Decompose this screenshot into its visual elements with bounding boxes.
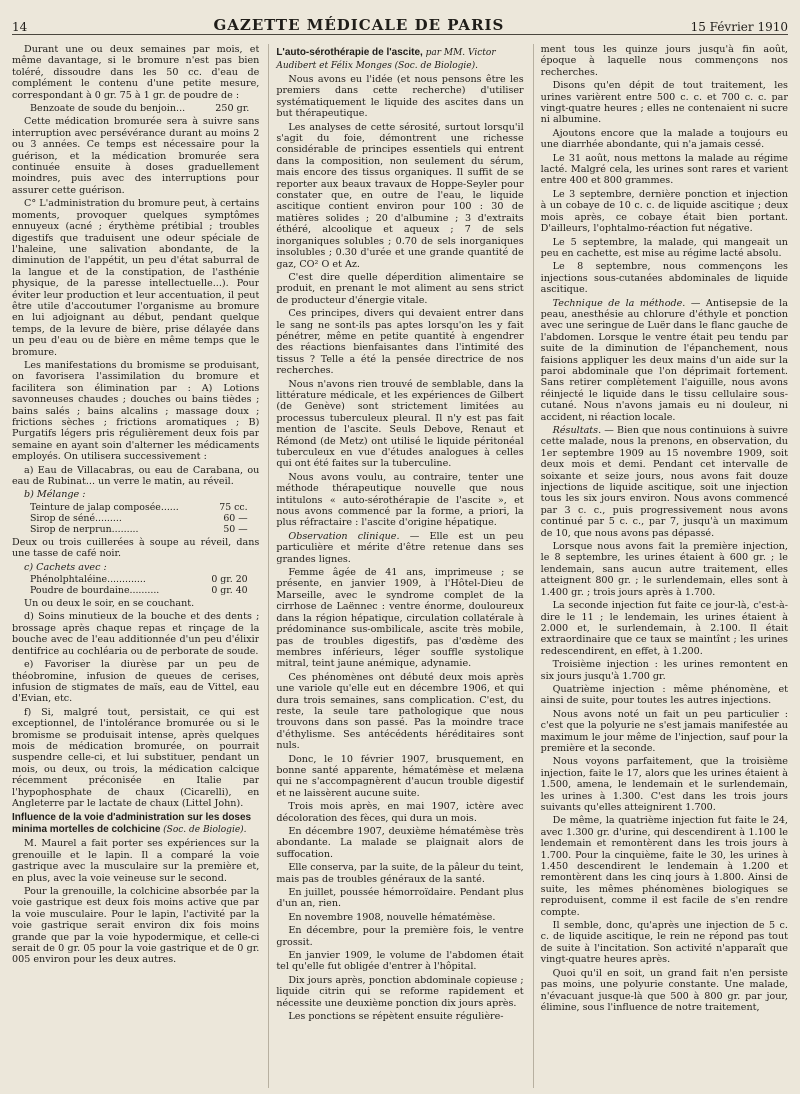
item-name: Poudre de bourdaine.......... [30, 585, 160, 597]
heading-society: (Soc. de Biologie). [394, 60, 478, 71]
cachets-list [30, 574, 248, 596]
list-item [30, 585, 248, 596]
section-label: Observation clinique. [288, 530, 400, 542]
paragraph: Femme âgée de 41 ans, imprimeuse ; se présente, en janvier 1909, à l'Hôtel-Dieu de Marseille, avec le syndrome complet de la cirrhose de Laënnec : ventre énorme, douloureux dans la région hépatique, circulation collatérale à prédominance sus-ombilicale, ascite très mobile, pas de troubles digestifs, pas d'œdème des membres inférieurs, léger souffle systolique mitral, teint jaune anémique, adynamie. [276, 567, 524, 670]
item-name: Sirop de séné......... [30, 512, 122, 524]
paragraph: Nous voyons parfaitement, que la troisième injection, faite le 17, alors que les urines étaient à 1.500, amena, le lendemain et le surlendemain, les urines à 1.300. C'est dans les trois jours suivants qu'elles atteignirent 1.700. [540, 756, 788, 813]
paragraph: e) Favoriser la diurèse par un peu de théobromine, infusion de queues de cerises, infusion de stigmates de maïs, eau de Vittel, eau d'Evian, etc. [12, 659, 260, 705]
dose-name: Benzoate de soude du benjoin... [30, 103, 186, 115]
paragraph: Les ponctions se répètent ensuite régulière- [288, 1011, 504, 1023]
article-heading [12, 812, 259, 836]
paragraph: Disons qu'en dépit de tout traitement, les urines varièrent entre 500 c. c. et 700 c. c. par vingt-quatre heures ; elles ne contenaient ni sucre ni albumine. [540, 80, 788, 126]
section-label: Résultats. [552, 425, 602, 436]
running-header [12, 6, 788, 35]
paragraph: f) Si, malgré tout, persistait, ce qui est exceptionnel, de l'intolérance bromurée ou si le bromisme se produisait intense, après quelques mois de médication bromurée, on pourrait suspendre celle-ci, et lui substituer, pendant un mois, ou deux, ou trois, la médication calcique récemment préconisée en Italie par l'hypophosphate de chaux (Cicarelli), en Angleterre par le lactate de chaux (Littel John). [12, 706, 260, 809]
paragraph: Lorsque nous avons fait la première injection, le 8 septembre, les urines étaient à 600 gr. ; le lendemain, sans aucun autre traitement, elles atteignent 800 gr. ; le surlendemain, elles sont à 1.400 gr. ; trois jours après à 1.700. [540, 541, 788, 598]
paragraph: Ces principes, divers qui devaient entrer dans le sang ne sont-ils pas aptes lorsqu'on les y fait pénétrer, même en petite quantité à engendrer des réactions bienfaisantes dans l'intimité des tissus ? Telle a été la pensée directrice de nos recherches. [276, 308, 524, 377]
text-columns [12, 44, 788, 1088]
paragraph: ment tous les quinze jours jusqu'à fin août, époque à laquelle nous commençons nos recherches. [540, 44, 788, 78]
paragraph: En décembre, pour la première fois, le ventre grossit. [276, 925, 524, 948]
paragraph: Les analyses de cette sérosité, surtout lorsqu'il s'agit du foie, démontrent une richesse considérable de principes essentiels qui entrent dans la composition, non seulement du sérum, mais encore des tissus organiques. Il suffit de se reporter aux beaux travaux de Hoppe-Seyler pour constater que, en outre de l'eau, le liquide ascitique contient environ pour 100 : 30 de matières solides ; 20 d'albumine ; 3 d'extraits éthéré, alcoolique et aqueux ; 7 de sels inorganiques solubles ; 0.70 de sels inorganiques insolubles ; 0.30 d'urée et une grande quantité de gaz, CO² O et Az. [276, 121, 524, 270]
paragraph: Nous avons eu l'idée (et nous pensons être les premiers dans cette recherche) d'utiliser systématiquement le liquide des ascites dans un but thérapeutique. [276, 74, 524, 120]
paragraph: En novembre 1908, nouvelle hématémèse. [288, 911, 496, 923]
dose-qty: 250 gr. [215, 103, 250, 115]
paragraph: De même, la quatrième injection fut faite le 24, avec 1.300 gr. d'urine, qui descendirent à 1.100 le lendemain et remontèrent dans les trois jours à 1.700. Pour la cinquième, faite le 30, les urines à 1.450 descendirent le lendemain à 1.200 et remontèrent dans les cinq jours à 1.800. Ainsi de suite, les mêmes phénomènes biologiques se reproduisent, comme il est facile de s'en rendre compte. [540, 815, 788, 918]
paragraph: Ajoutons encore que la malade a toujours eu une diarrhée abondante, qui n'a jamais cessé. [540, 127, 788, 151]
paragraph: Quoi qu'il en soit, un grand fait n'en persiste pas moins, une polyurie constante. Une malade, n'évacuant jusque-là que 500 à 800 gr. par jour, élimine, sous l'influence de notre traitement, [540, 967, 788, 1013]
paragraph-text: — Elle est un peu particulière et mérite d'être retenue dans ses grandes lignes. [276, 530, 524, 565]
list-item [30, 524, 248, 535]
paragraph [541, 425, 788, 539]
section-label: Technique de la méthode. [552, 297, 686, 309]
column-left [12, 44, 259, 1088]
item-qty: 60 — [223, 512, 248, 524]
article-heading [276, 47, 523, 72]
paragraph: Il semble, donc, qu'après une injection de 5 c. c. de liquide ascitique, le rein ne répond pas tout de suite à l'incitation. Son activité n'apparaît que vingt-quatre heures après. [540, 920, 788, 966]
heading-authors: par MM. Victor Audibert et Félix Monges [276, 48, 496, 71]
paragraph: Donc, le 10 février 1907, brusquement, en bonne santé apparente, hématémèse et melæna qui ne s'accompagnèrent d'aucun trouble digestif et ne laissèrent aucune suite. [276, 753, 524, 799]
melange-list [30, 502, 248, 535]
paragraph: C'est dire quelle déperdition alimentaire se produit, en prenant le mot aliment au sens strict de producteur d'énergie vitale. [276, 271, 524, 306]
paragraph: Pour la grenouille, la colchicine absorbée par la voie gastrique est deux fois moins active que par la voie musculaire. Pour le lapin, l'activité par la voie gastrique serait environ dix fois moins grande que par la voie hypodermique, et celle-ci serait de 0 gr. 05 pour la voie gastrique et de 0 gr. 005 environ pour les deux autres. [12, 886, 260, 966]
cachets-title: c) Cachets avec : [24, 561, 107, 573]
paragraph: Cette médication bromurée sera à suivre sans interruption avec persévérance durant au moins 2 ou 3 années. Ce temps est nécessaire pour la guérison, et la médication bromurée sera continuée ensuite à doses graduellement moindres, puis avec des interruptions pour assurer cette guérison. [12, 116, 260, 196]
paragraph: a) Eau de Villacabras, ou eau de Carabana, ou eau de Rubinat... un verre le matin, au réveil. [12, 464, 260, 488]
paragraph: Ces phénomènes ont débuté deux mois après une variole qu'elle eut en décembre 1906, et qui dura trois semaines, sans complication. C'est, du reste, la seule tare pathologique que nous trouvons dans son passé. Pas la moindre trace d'éthylisme. Ses antécédents héréditaires sont nuls. [276, 671, 524, 752]
paragraph-text: — Antisepsie de la peau, anesthésie au chlorure d'éthyle et ponction avec une seringue de Luër dans le flanc gauche de l'abdomen. Lorsque le ventre était peu tendu par suite de la diminution de l'épanchement, nous faisions appliquer les deux mains d'un aide sur la paroi abdominale que l'on déprimait fortement. Sans retirer complètement l'aiguille, nous avons réinjecté le liquide dans le tissu cellulaire sous-cutané. Nous n'avons jamais eu ni douleur, ni accident, ni réaction locale. [540, 297, 788, 423]
paragraph-text: — Bien que nous continuions à suivre cette malade, nous la prenons, en observation, du 1er septembre 1909 au 15 novembre 1909, soit deux mois et demi. Pendant cet intervalle de soixante et seize jours, nous avons fait douze injections de liquide ascitique, soit une injection tous les six jours environ. Nous avons commencé par 3 c. c., puis progressivement nous avons continué par 5 c. c., par 7, jusqu'à un maximum de 10, que nous avons pas dépassé. [540, 425, 788, 539]
heading-text: L'auto-sérothérapie de l'ascite, [276, 47, 423, 58]
column-right [533, 44, 788, 1088]
paragraph: Le 8 septembre, nous commençons les injections sous-cutanées abdominales de liquide ascitique. [540, 261, 788, 296]
list-item [30, 513, 248, 524]
paragraph: M. Maurel a fait porter ses expériences sur la grenouille et le lapin. Il a comparé la voie gastrique avec la musculaire sur la première et, en plus, avec la voie veineuse sur le second. [12, 838, 260, 884]
heading-text: Influence de la voie d'administration sur les doses minima mortelles de colchicine [12, 812, 252, 835]
item-name: Teinture de jalap composée...... [30, 501, 179, 513]
item-qty: 50 — [223, 523, 248, 535]
paragraph: Le 5 septembre, la malade, qui mangeait un peu en cachette, est mise au régime lacté absolu. [540, 236, 788, 259]
paragraph: La seconde injection fut faite ce jour-là, c'est-à-dire le 11 ; le lendemain, les urines étaient à 2.000 et, le surlendemain, à 2.100. Il était extraordinaire que ce taux se maintînt ; les urines redescendirent, en effet, à 1.200. [540, 600, 788, 657]
paragraph: Nous n'avons rien trouvé de semblable, dans la littérature médicale, et les expériences de Gilbert (de Genève) sont strictement limitées au processus tuberculeux pleural. Il n'y est pas fait mention de l'ascite. Seuls Debove, Renaut et Rémond (de Metz) ont utilisé le liquide péritonéal tuberculeux en vue d'études analogues à celles qui ont été faites sur la tuberculine. [276, 378, 524, 470]
column-middle [268, 44, 523, 1088]
item-name: Phénolphtaléine............. [30, 574, 146, 586]
list-item [30, 574, 248, 585]
paragraph: Quatrième injection : même phénomène, et ainsi de suite, pour toutes les autres injections. [540, 683, 788, 707]
item-qty: 0 gr. 20 [211, 574, 248, 586]
paragraph: C° L'administration du bromure peut, à certains moments, provoquer quelques symptômes ennuyeux (acné ; érythème prétibial ; troubles digestifs que traduisent une odeur spéciale de l'haleine, une salivation abondante, de la diminution de l'appétit, un peu d'état saburral de la langue et de la constipation, de l'asthénie physique, de la paresse intellectuelle...). Pour éviter leur production et leur accentuation, il peut être utile d'accoutumer l'organisme au bromure en lui adjoignant au début, pendant quelque temps, de la levure de bière, prise délayée dans un peu d'eau ou de bière en même temps que le bromure. [12, 198, 260, 358]
paragraph: Deux ou trois cuillerées à soupe au réveil, dans une tasse de café noir. [12, 536, 260, 560]
melange-title: b) Mélange : [24, 489, 86, 501]
paragraph: Nous avons noté un fait un peu particulier : c'est que la polyurie ne s'est jamais manifestée au maximum le jour même de l'injection, sauf pour la première et la seconde. [540, 708, 788, 754]
paragraph: Trois mois après, en mai 1907, ictère avec décoloration des fèces, qui dura un mois. [276, 801, 524, 824]
paragraph: Troisième injection : les urines remontent en six jours jusqu'à 1.700 gr. [540, 659, 788, 682]
paragraph: Le 3 septembre, dernière ponction et injection à un cobaye de 10 c. c. de liquide ascitique ; deux mois après, ce cobaye était bien portant. D'ailleurs, l'ophtalmo-réaction fut négative. [540, 188, 788, 235]
paragraph: d) Soins minutieux de la bouche et des dents ; brossage après chaque repas et rinçage de la bouche avec de l'eau additionnée d'un peu d'élixir dentifrice au cochléaria ou de perborate de soude. [12, 611, 260, 657]
paragraph [541, 298, 788, 423]
paragraph: En décembre 1907, deuxième hématémèse très abondante. La malade se plaignait alors de suffocation. [276, 826, 524, 860]
paragraph: Elle conserva, par la suite, de la pâleur du teint, mais pas de troubles généraux de la santé. [276, 862, 524, 885]
item-name: Sirop de nerprun......... [30, 523, 139, 535]
paragraph: En juillet, poussée hémorroïdaire. Pendant plus d'un an, rien. [276, 887, 524, 910]
paragraph: Les manifestations du bromisme se produisant, on favorisera l'assimilation du bromure et facilitera son élimination par : A) Lotions savonneuses chaudes ; douches ou bains tièdes ; bains salés ; bains alcalins ; massage doux ; frictions sèches ; frictions aromatiques ; B) Purgatifs légers pris régulièrement deux fois par semaine en ayant soin d'alterner les médicaments employés. On utilisera successivement : [12, 359, 260, 463]
item-qty: 0 gr. 40 [211, 585, 248, 597]
issue-date: 15 Février 1910 [690, 20, 788, 34]
heading-society: (Soc. de Biologie). [163, 824, 247, 835]
paragraph: Dix jours après, ponction abdominale copieuse ; liquide citrin qui se reforme rapidement et nécessite une deuxième ponction dix jours après. [276, 974, 524, 1009]
paragraph: Nous avons voulu, au contraire, tenter une méthode thérapeutique nouvelle que nous intitulons « auto-sérothérapie de l'ascite », et nous avons commencé par la forme, a priori, la plus réfractaire : l'ascite d'origine hépatique. [276, 471, 524, 529]
page-number: 14 [12, 20, 28, 34]
list-item [30, 502, 248, 513]
paragraph: Un ou deux le soir, en se couchant. [24, 598, 195, 610]
paragraph: Le 31 août, nous mettons la malade au régime lacté. Malgré cela, les urines sont rares et varient entre 400 et 800 grammes. [540, 152, 788, 187]
paragraph: En janvier 1909, le volume de l'abdomen était tel qu'elle fut obligée d'entrer à l'hôpital. [276, 950, 524, 973]
item-qty: 75 cc. [219, 501, 248, 513]
journal-title: GAZETTE MÉDICALE DE PARIS [213, 16, 505, 34]
paragraph: Durant une ou deux semaines par mois, et même davantage, si le bromure n'est pas bien toléré, dissoudre dans les 50 cc. d'eau de complément le contenu d'une petite mesure, correspondant à 0 gr. 75 à 1 gr. de poudre de : [12, 44, 260, 101]
dose-line [12, 103, 259, 114]
paragraph [276, 531, 523, 565]
